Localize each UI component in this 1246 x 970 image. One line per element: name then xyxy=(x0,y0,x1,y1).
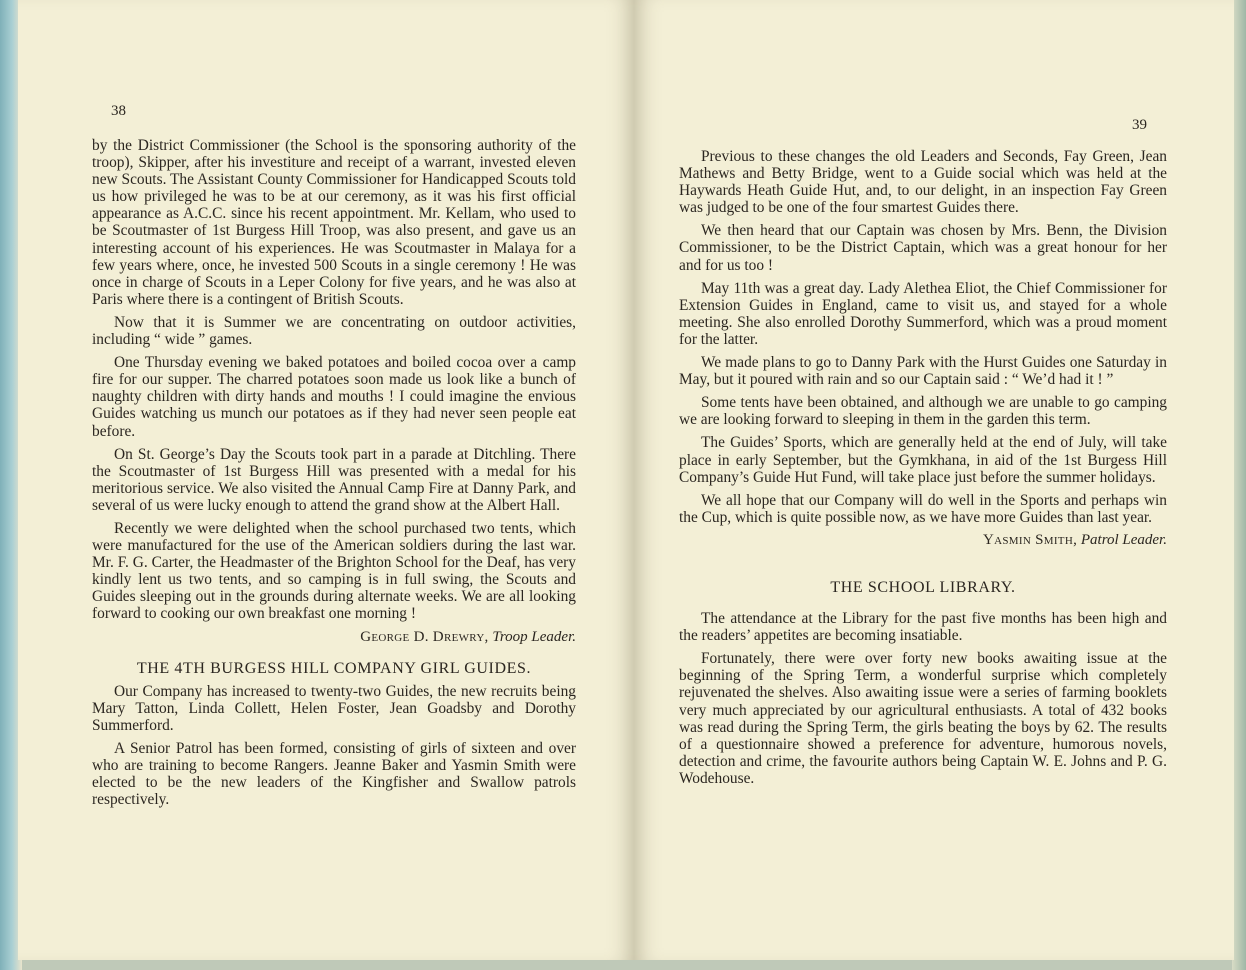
paragraph: Fortunately, there were over forty new books awaiting issue at the beginning of the Spring Term, a wonderful surprise which completely rejuvenated the shelves. Also awaiting issue were a series of farming booklets very much appreciated by our agricultural enthusiasts. A total of 432 books was read during the Spring Term, the girls beating the boys by 62. The results of a questionnaire showed a preference for adventure, humorous novels, detection and crime, the favourite authors being Captain W. E. Johns and P. G. Wodehouse. xyxy=(679,650,1167,787)
paragraph: We made plans to go to Danny Park with the Hurst Guides one Saturday in May, but it poured with rain and so our Captain said : “ We’d had it ! ” xyxy=(679,354,1167,389)
signature-role: Patrol Leader. xyxy=(1080,531,1167,548)
section-heading-girl-guides: THE 4TH BURGESS HILL COMPANY GIRL GUIDES. xyxy=(136,659,532,677)
right-page xyxy=(634,0,1234,960)
paragraph: On St. George’s Day the Scouts took part in a parade at Ditchling. There the Scoutmaster of 1st Burgess Hill was presented with a medal for his meritorious service. We also visited the Annual Camp Fire at Danny Park, and several of us were lucky enough to attend the grand show at the Albert Hall. xyxy=(92,445,576,514)
paragraph: We all hope that our Company will do well in the Sports and perhaps win the Cup, which is quite possible now, as we have more Guides than last year. xyxy=(679,491,1167,526)
left-page xyxy=(18,0,634,960)
paragraph: Our Company has increased to twenty-two Guides, the new recruits being Mary Tatton, Linda Collett, Helen Foster, Jean Goadsby and Dorothy Summerford. xyxy=(92,682,576,734)
page-number-left: 38 xyxy=(111,103,126,119)
paragraph: Previous to these changes the old Leaders and Seconds, Fay Green, Jean Mathews and Betty Bridge, went to a Guide social which was held at the Haywards Heath Guide Hut, and, to our delight, in an inspection Fay Green was judged to be one of the four smartest Guides there. xyxy=(679,148,1167,217)
section-heading-school-library: THE SCHOOL LIBRARY. xyxy=(830,578,1016,596)
paragraph: Now that it is Summer we are concentrating on outdoor activities, including “ wide ” games. xyxy=(92,313,576,349)
paragraph: A Senior Patrol has been formed, consisting of girls of sixteen and over who are training to become Rangers. Jeanne Baker and Yasmin Smith were elected to be the new leaders of the Kingfisher and Swallow patrols respectively. xyxy=(92,740,576,809)
right-page-text-column xyxy=(679,148,1167,793)
paragraph: We then heard that our Captain was chosen by Mrs. Benn, the Division Commissioner, to be the District Captain, which was a great honour for her and for us too ! xyxy=(679,222,1167,274)
signature-troop-leader xyxy=(92,629,576,646)
paragraph: by the District Commissioner (the School is the sponsoring authority of the troop), Skipper, after his investiture and receipt of a warrant, invested eleven new Scouts. The Assistant County Commissioner for Handicapped Scouts told us how privileged he was to be at our ceremony, as it was his first official appearance as A.C.C. since his recent appointment. Mr. Kellam, who used to be Scoutmaster of 1st Burgess Hill Troop, was also present, and gave us an interesting account of his experiences. He was Scoutmaster in Malaya for a few years where, once, he invested 500 Scouts in a single ceremony ! He was once in charge of Scouts in a Leper Colony for five years, and he was also at Paris where there is a contingent of British Scouts. xyxy=(92,137,576,308)
paragraph: May 11th was a great day. Lady Alethea Eliot, the Chief Commissioner for Extension Guides in England, came to visit us, and stayed for a whole meeting. She also enrolled Dorothy Summerford, which was a proud moment for the latter. xyxy=(679,279,1167,348)
signature-role: Troop Leader. xyxy=(492,628,576,645)
signature-name: George D. Drewry, xyxy=(360,628,489,645)
signature-patrol-leader xyxy=(679,532,1167,549)
paragraph: One Thursday evening we baked potatoes and boiled cocoa over a camp fire for our supper. The charred potatoes soon made us look like a bunch of naughty children with dirty hands and mouths ! I could imagine the envious Guides watching us munch our potatoes as if they had never seen people eat before. xyxy=(92,354,576,440)
paragraph: Some tents have been obtained, and although we are unable to go camping we are looking forward to sleeping in them in the garden this term. xyxy=(679,394,1167,429)
paragraph: The Guides’ Sports, which are generally held at the end of July, will take place in early September, but the Gymkhana, in aid of the 1st Burgess Hill Company’s Guide Hut Fund, will take place just before the summer holidays. xyxy=(679,434,1167,486)
paragraph: Recently we were delighted when the school purchased two tents, which were manufactured for the use of the American soldiers during the last war. Mr. F. G. Carter, the Headmaster of the Brighton School for the Deaf, has very kindly lent us two tents, and so camping is in full swing, the Scouts and Guides sleeping out in the grounds during alternate weeks. We are all looking forward to cooking our own breakfast one morning ! xyxy=(92,519,576,623)
book-cover-edge-right xyxy=(1232,0,1246,970)
left-page-text-column xyxy=(92,137,576,814)
paragraph: The attendance at the Library for the past five months has been high and the readers’ appetites are becoming insatiable. xyxy=(679,610,1167,645)
signature-name: Yasmin Smith, xyxy=(982,531,1078,548)
page-number-right: 39 xyxy=(1132,117,1147,133)
